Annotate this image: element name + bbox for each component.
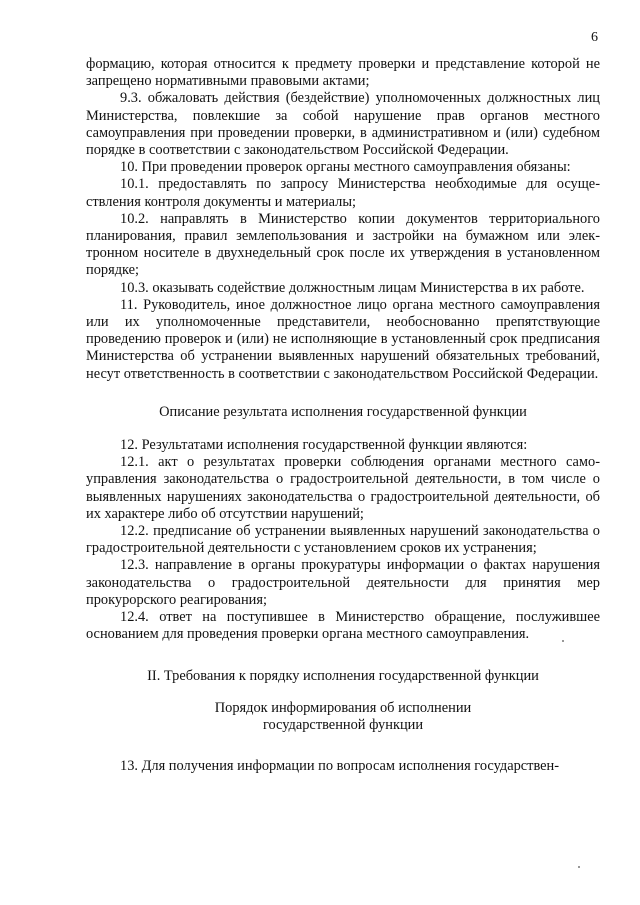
paragraph-12-2: 12.2. предписание об устранении выявленных нарушений законодательства о градостроительной деятельности с установлением сроков их устранения;	[86, 523, 600, 557]
document-body	[86, 56, 600, 775]
paragraph-13: 13. Для получения информации по вопросам исполнения государствен-	[120, 758, 560, 775]
heading-informing-order-line-1: Порядок информирования об исполнении	[214, 699, 472, 716]
scan-speck	[562, 640, 564, 642]
paragraph-10-1: 10.1. предоставлять по запросу Министерства необходимые для осуществления контроля документы и материалы;	[86, 176, 600, 210]
heading-section-2: II. Требования к порядку исполнения государственной функции	[147, 667, 539, 684]
paragraph-10-2: 10.2. направлять в Министерство копии документов территориального планирования, правил землепользования и застройки на бумажном или электронном носителе в двухнедельный срок после их утверждения в установленном порядке;	[86, 210, 600, 279]
paragraph-12-4: 12.4. ответ на поступившее в Министерство обращение, послужившее основанием для проведения проверки органа местного самоуправления.	[86, 609, 600, 643]
paragraph-12: 12. Результатами исполнения государственной функции являются:	[120, 437, 528, 454]
heading-result-description: Описание результата исполнения государственной функции	[159, 403, 527, 420]
paragraph-9-2-continuation: формацию, которая относится к предмету проверки и представление которой не запрещено нормативными правовыми актами;	[86, 56, 600, 90]
paragraph-11: 11. Руководитель, иное должностное лицо органа местного самоуправления или их уполномоченные представители, необоснованно препятствующие проведению проверок и (или) не исполняющие в установленный срок предписания Министерства об устранении выявленных нарушений обязательных требований, несут ответственность в соответствии с законодательством Российской Федерации.	[86, 296, 600, 382]
paragraph-12-1: 12.1. акт о результатах проверки соблюдения органами местного самоуправления законодательства о градостроительной деятельности, в том числе о выявленных нарушениях законодательства о градостроительной деятельности, об их характере либо об отсутствии нарушений;	[86, 454, 600, 522]
page-number: 6	[591, 30, 598, 45]
paragraph-10: 10. При проведении проверок органы местного самоуправления обязаны:	[120, 159, 571, 176]
scan-speck	[578, 866, 580, 868]
paragraph-10-3: 10.3. оказывать содействие должностным лицам Министерства в их работе.	[120, 279, 585, 296]
heading-informing-order-line-2: государственной функции	[262, 716, 424, 733]
paragraph-12-3: 12.3. направление в органы прокуратуры информации о фактах нарушения законодательства о градостроительной деятельности для принятия мер прокурорского реагирования;	[86, 557, 600, 608]
paragraph-9-3: 9.3. обжаловать действия (бездействие) уполномоченных должностных лиц Министерства, повлекшие за собой нарушение прав органов местного самоуправления при проведении проверки, в административном и (или) судебном порядке в соответствии с законодательством Российской Федерации.	[86, 90, 600, 159]
